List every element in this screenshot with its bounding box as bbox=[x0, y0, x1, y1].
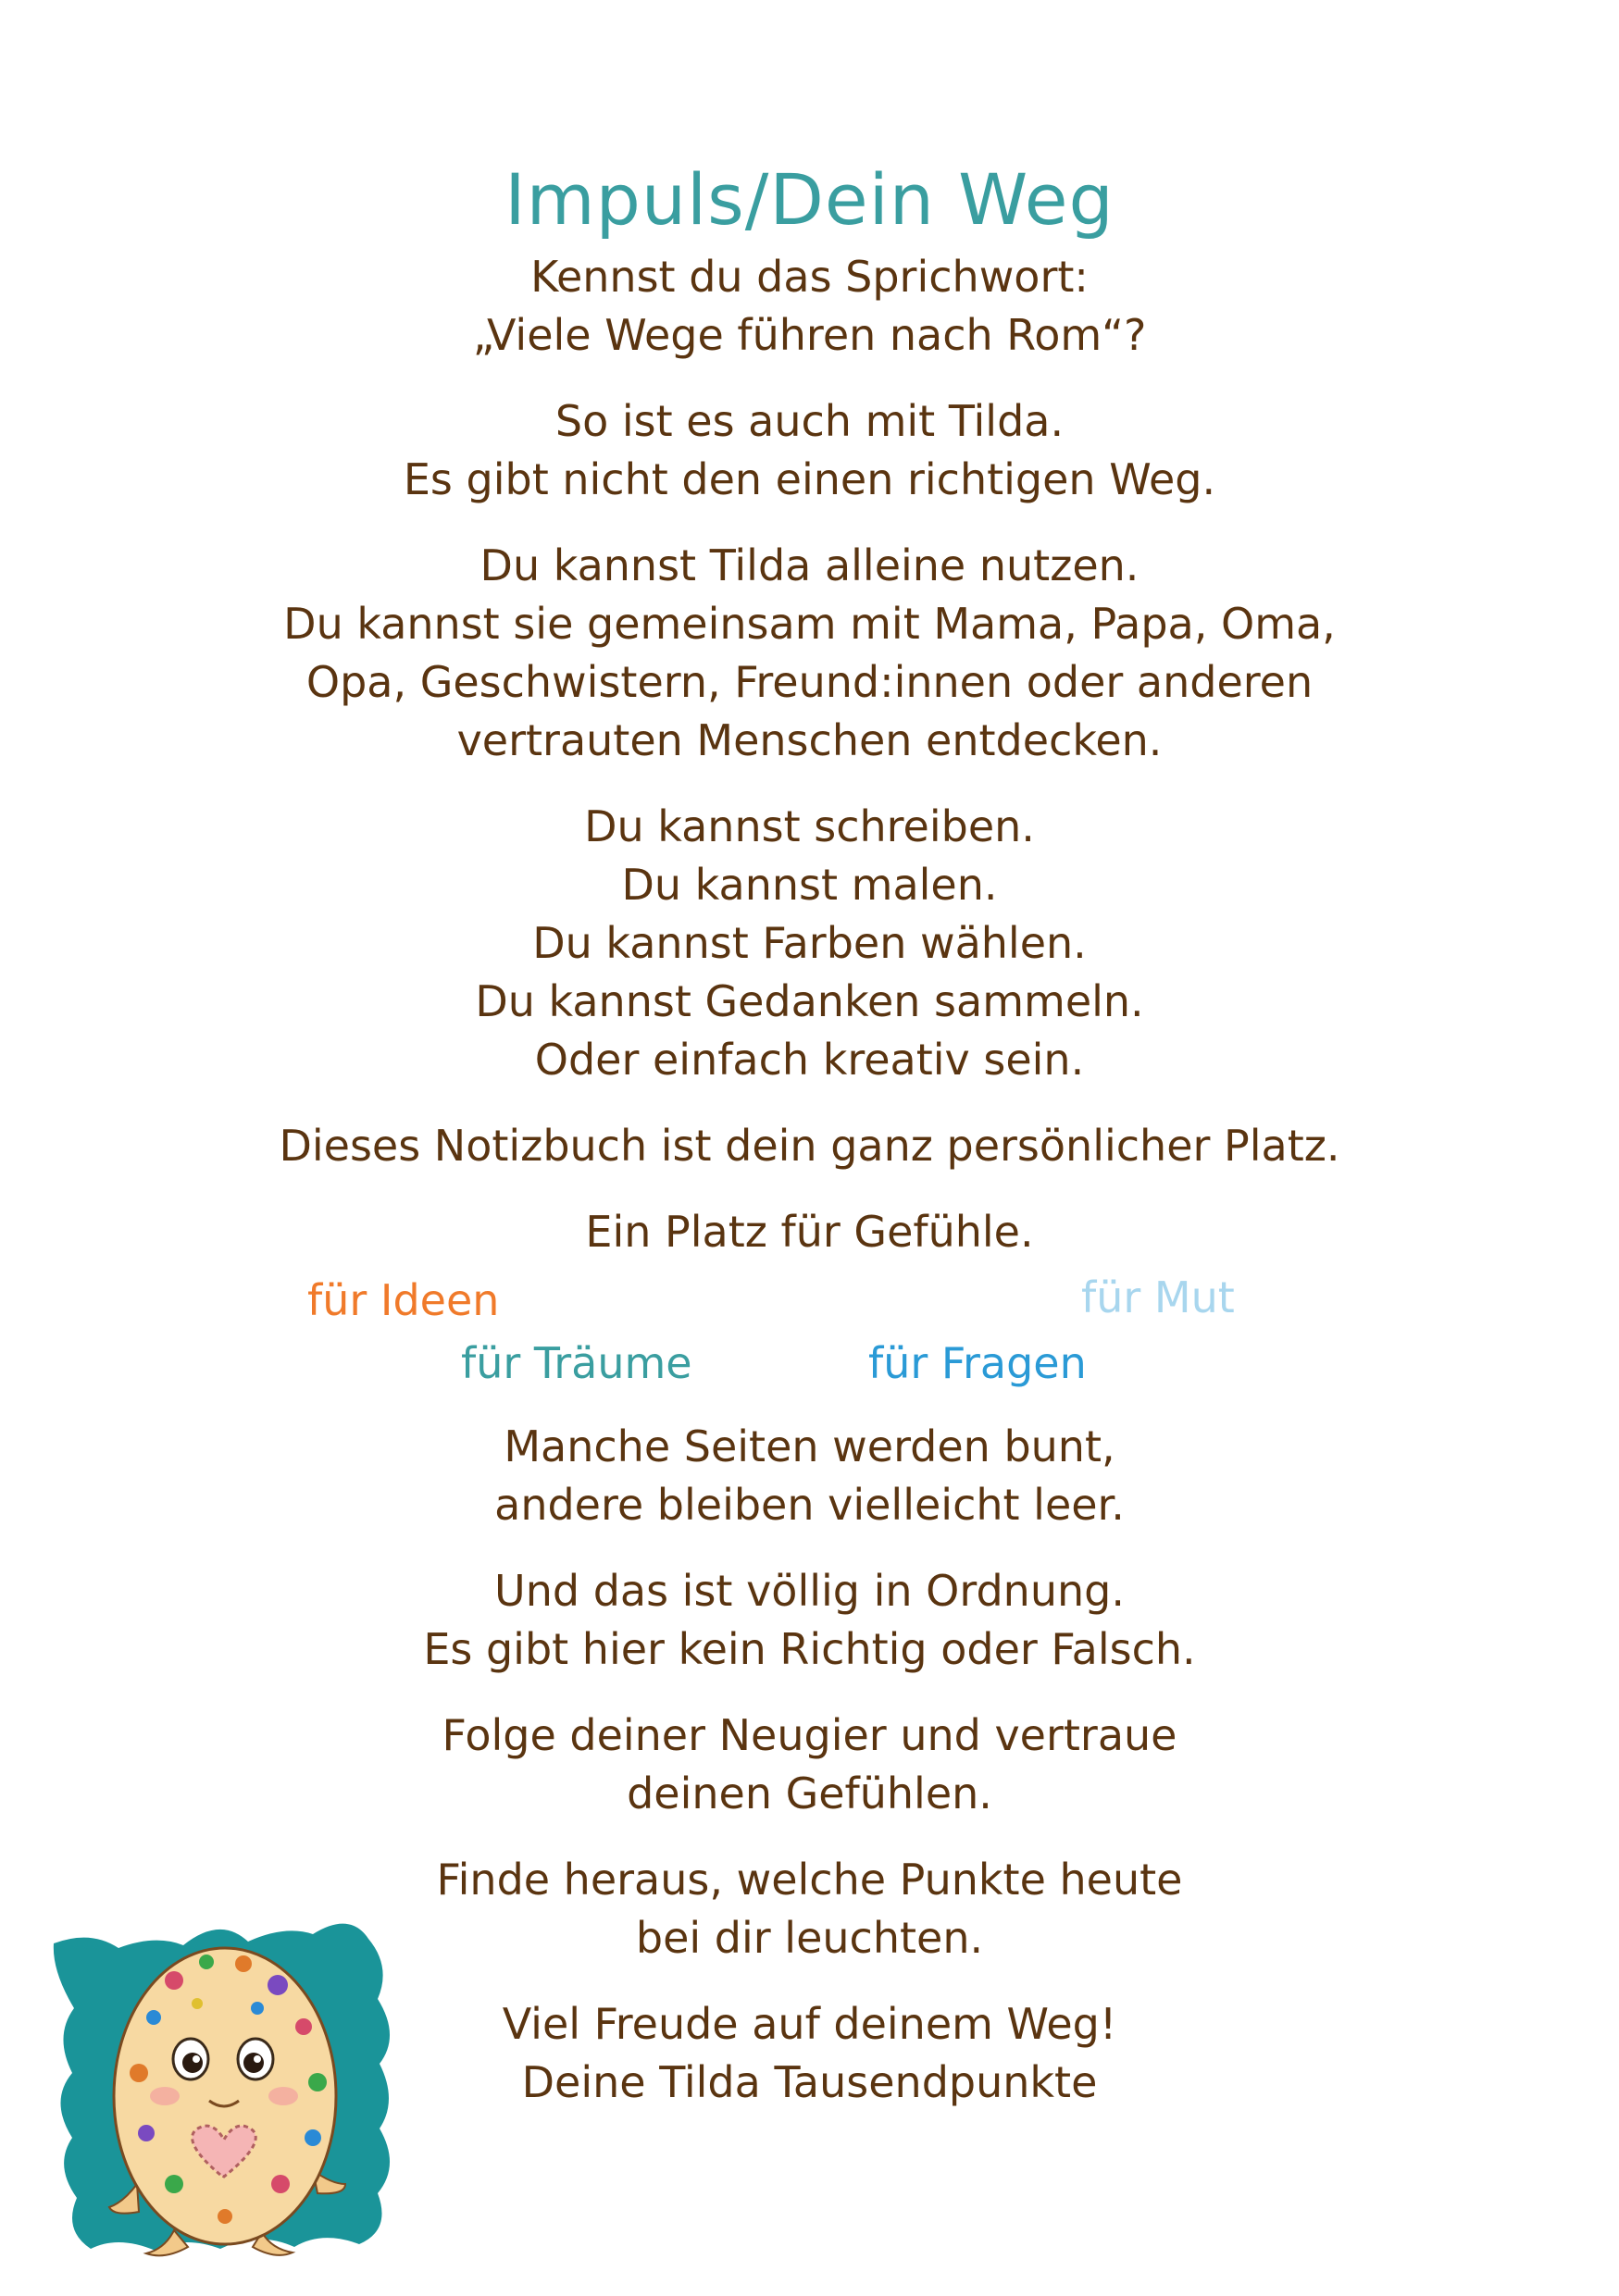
tag-fuer-traeume: für Träume bbox=[461, 1338, 692, 1388]
text-line: Es gibt hier kein Richtig oder Falsch. bbox=[423, 1624, 1196, 1674]
tag-fuer-mut: für Mut bbox=[1081, 1272, 1235, 1322]
text-line: Es gibt nicht den einen richtigen Weg. bbox=[403, 454, 1216, 504]
tag-fuer-fragen: für Fragen bbox=[868, 1338, 1087, 1388]
text-line: Viel Freude auf deinem Weg! bbox=[502, 1999, 1117, 2049]
text-line: Du kannst schreiben. bbox=[584, 801, 1035, 851]
page-title: Impuls/Dein Weg bbox=[504, 158, 1115, 241]
text-line: Du kannst Gedanken sammeln. bbox=[475, 976, 1144, 1026]
paragraph-nutzen bbox=[0, 537, 1619, 770]
text-line: Oder einfach kreativ sein. bbox=[534, 1035, 1085, 1085]
text-line: So ist es auch mit Tilda. bbox=[554, 396, 1065, 446]
paragraph-seiten bbox=[0, 1418, 1619, 1534]
text-line: bei dir leuchten. bbox=[635, 1913, 984, 1963]
text-line: Du kannst Tilda alleine nutzen. bbox=[479, 540, 1140, 590]
text-line: Ein Platz für Gefühle. bbox=[585, 1207, 1034, 1257]
paragraph-tilda-weg bbox=[0, 392, 1619, 509]
text-line: Du kannst sie gemeinsam mit Mama, Papa, Oma, bbox=[283, 599, 1336, 649]
tag-fuer-ideen: für Ideen bbox=[307, 1275, 500, 1325]
text-line: Finde heraus, welche Punkte heute bbox=[436, 1855, 1183, 1905]
paragraph-ordnung bbox=[0, 1562, 1619, 1679]
text-line: Du kannst malen. bbox=[621, 860, 998, 910]
text-line: Manche Seiten werden bunt, bbox=[504, 1421, 1115, 1471]
paragraph-kreativ bbox=[0, 798, 1619, 1089]
paragraph-neugier bbox=[0, 1706, 1619, 1823]
text-line: „Viele Wege führen nach Rom“? bbox=[472, 310, 1147, 360]
text-line: Deine Tilda Tausendpunkte bbox=[521, 2057, 1098, 2107]
paragraph-sprichwort bbox=[0, 248, 1619, 365]
text-line: Und das ist völlig in Ordnung. bbox=[494, 1566, 1125, 1616]
intro-text-block bbox=[0, 248, 1619, 1289]
tilda-mascot-icon bbox=[35, 1879, 424, 2267]
text-line: Dieses Notizbuch ist dein ganz persönlicher Platz. bbox=[279, 1121, 1340, 1171]
paragraph-notizbuch bbox=[0, 1117, 1619, 1175]
text-line: andere bleiben vielleicht leer. bbox=[494, 1480, 1125, 1530]
text-line: Kennst du das Sprichwort: bbox=[530, 252, 1089, 302]
text-line: Folge deiner Neugier und vertraue bbox=[442, 1710, 1177, 1760]
text-line: vertrauten Menschen entdecken. bbox=[456, 715, 1163, 765]
text-line: Du kannst Farben wählen. bbox=[532, 918, 1087, 968]
text-line: Opa, Geschwistern, Freund:innen oder anderen bbox=[305, 657, 1314, 707]
text-line: deinen Gefühlen. bbox=[627, 1769, 992, 1818]
paragraph-platz-gefuehle bbox=[0, 1203, 1619, 1261]
